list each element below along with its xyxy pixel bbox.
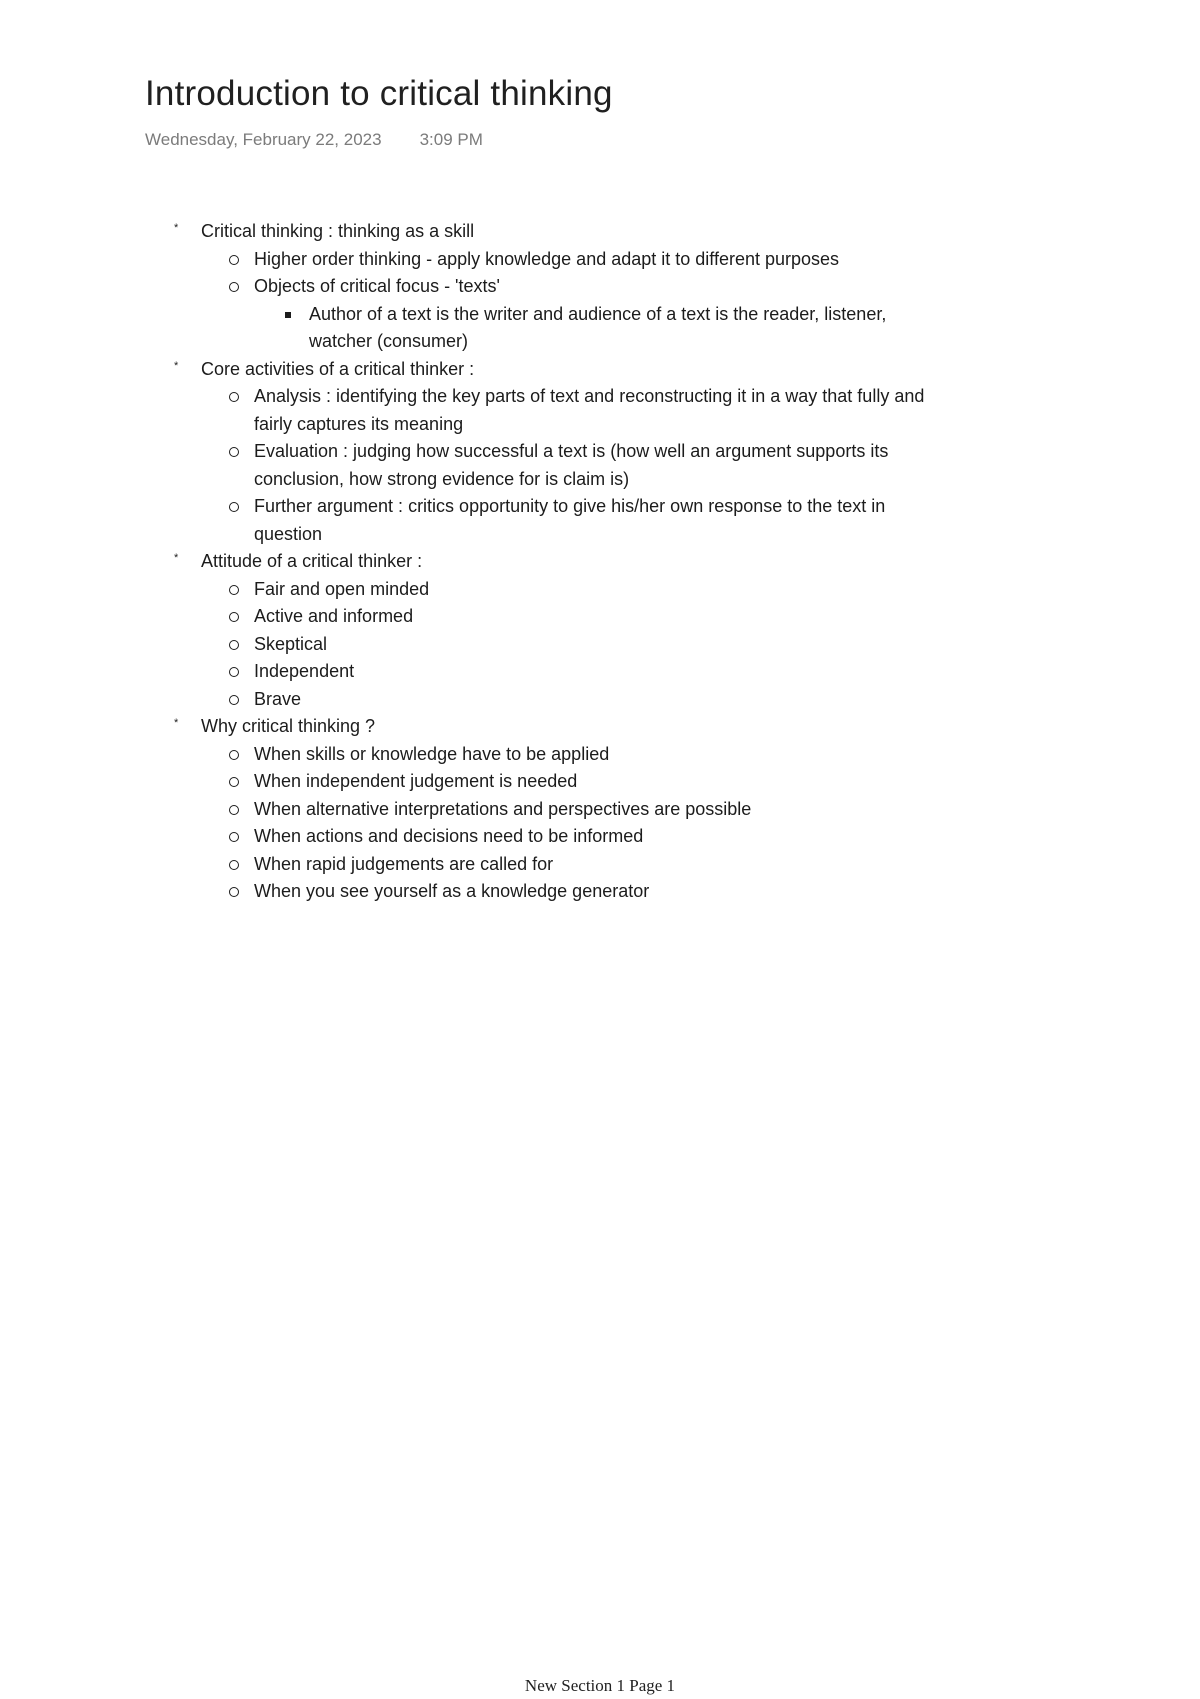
circle-bullet-icon <box>229 750 239 760</box>
list-item-text: Further argument : critics opportunity to give his/her own response to the text in question <box>254 496 886 544</box>
circle-bullet-icon <box>229 447 239 457</box>
circle-bullet-icon <box>229 832 239 842</box>
list-item-text: Skeptical <box>254 633 328 654</box>
list-item-text: Independent <box>254 661 355 681</box>
circle-bullet-icon <box>229 805 239 815</box>
circle-bullet-icon <box>229 585 239 595</box>
list-item <box>0 603 1200 631</box>
square-bullet-icon <box>285 312 291 318</box>
circle-bullet-icon <box>229 255 239 265</box>
list-item-text: Why critical thinking ? <box>201 716 376 736</box>
list-item-text: Objects of critical focus - 'texts' <box>254 276 500 296</box>
circle-bullet-icon <box>229 695 239 705</box>
list-item <box>0 686 1200 714</box>
list-item-text: Critical thinking : thinking as a skill <box>201 221 475 241</box>
circle-bullet-icon <box>229 282 239 292</box>
list-item <box>0 878 1200 906</box>
list-item <box>0 741 1200 769</box>
list-item-text: Core activities of a critical thinker : <box>201 358 475 379</box>
list-item <box>0 796 1200 824</box>
list-item-text: When you see yourself as a knowledge generator <box>254 881 650 901</box>
circle-bullet-icon <box>229 392 239 402</box>
asterisk-bullet-icon: * <box>174 222 179 234</box>
page-time: 3:09 PM <box>419 130 483 149</box>
list-item <box>0 823 1200 851</box>
circle-bullet-icon <box>229 860 239 870</box>
notes-outline <box>0 218 1200 906</box>
list-item-text: When independent judgement is needed <box>254 771 578 791</box>
list-item <box>0 713 1200 741</box>
list-item <box>0 438 1200 493</box>
circle-bullet-icon <box>229 667 239 677</box>
list-item <box>0 768 1200 796</box>
list-item <box>0 383 1200 438</box>
circle-bullet-icon <box>229 502 239 512</box>
asterisk-bullet-icon: * <box>174 359 179 372</box>
list-item <box>0 576 1200 604</box>
list-item <box>0 273 1200 301</box>
list-item-text: Fair and open minded <box>254 578 430 599</box>
page-timestamp <box>145 130 483 150</box>
list-item <box>0 548 1200 576</box>
list-item <box>0 246 1200 274</box>
list-item-text: When alternative interpretations and perspectives are possible <box>254 798 752 819</box>
list-item <box>0 301 1200 356</box>
list-item-text: Attitude of a critical thinker : <box>201 551 423 571</box>
asterisk-bullet-icon: * <box>174 717 179 729</box>
page-title: Introduction to critical thinking <box>145 74 613 113</box>
list-item <box>0 631 1200 659</box>
list-item <box>0 218 1200 246</box>
list-item-text: Evaluation : judging how successful a text is (how well an argument supports its conclusion, how strong evidence for is claim is) <box>254 441 889 489</box>
list-item <box>0 658 1200 686</box>
list-item-text: When actions and decisions need to be informed <box>254 826 644 846</box>
list-item-text: Analysis : identifying the key parts of text and reconstructing it in a way that fully and fairly captures its meaning <box>254 386 925 434</box>
list-item-text: When rapid judgements are called for <box>254 853 554 874</box>
list-item-text: Higher order thinking - apply knowledge and adapt it to different purposes <box>254 248 840 269</box>
asterisk-bullet-icon: * <box>174 552 179 564</box>
circle-bullet-icon <box>229 887 239 897</box>
page-footer: New Section 1 Page 1 <box>524 1676 676 1695</box>
page-date: Wednesday, February 22, 2023 <box>145 130 382 149</box>
list-item-text: When skills or knowledge have to be applied <box>254 743 610 764</box>
circle-bullet-icon <box>229 640 239 650</box>
circle-bullet-icon <box>229 777 239 787</box>
list-item-text: Active and informed <box>254 606 414 626</box>
list-item <box>0 356 1200 384</box>
list-item <box>0 493 1200 548</box>
list-item <box>0 851 1200 879</box>
circle-bullet-icon <box>229 612 239 622</box>
list-item-text: Brave <box>254 688 302 709</box>
list-item-text: Author of a text is the writer and audience of a text is the reader, listener, watcher (consumer) <box>309 303 887 351</box>
